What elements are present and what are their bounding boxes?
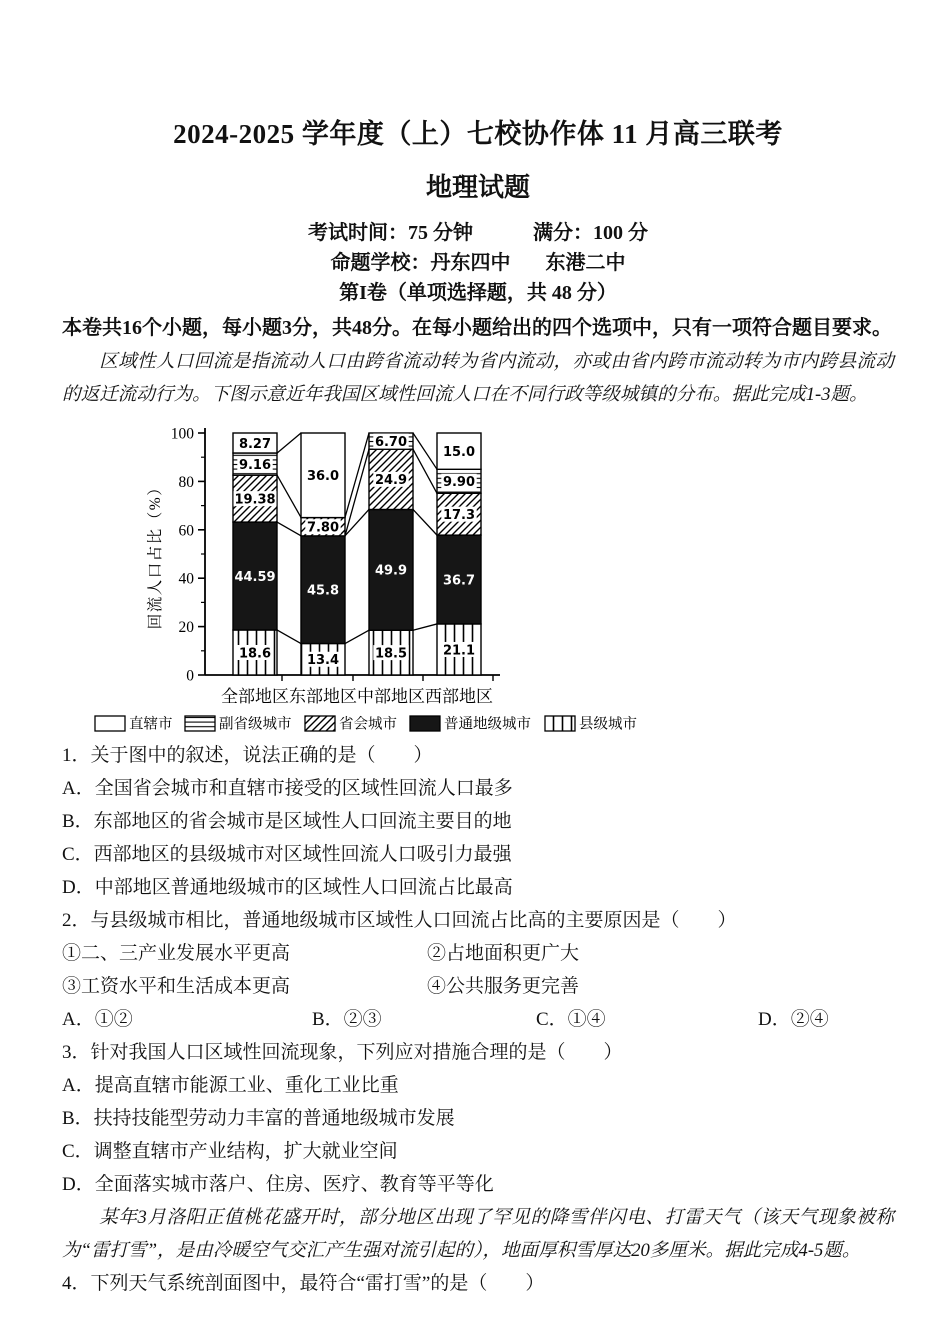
legend-swatch-white [95, 716, 125, 731]
question-4-stem: 4．下列天气系统剖面图中，最符合“雷打雪”的是（ ） [62, 1273, 545, 1294]
legend-label: 副省级城市 [219, 716, 292, 733]
legend-label: 直辖市 [129, 716, 173, 733]
category-label: 全部地区 [221, 687, 289, 706]
band-line [277, 630, 301, 644]
segment-value-label: 18.6 [238, 646, 272, 662]
question-2-stem: 2．与县级城市相比，普通地级城市区域性人口回流占比高的主要原因是（ ） [62, 910, 737, 931]
exam-instructions: 本卷共16个小题，每小题3分，共48分。在每小题给出的四个选项中，只有一项符合题目要求。 [62, 317, 892, 339]
page-subtitle: 地理试题 [425, 173, 530, 202]
y-tick-label: 60 [178, 522, 194, 540]
category-label: 西部地区 [425, 687, 493, 706]
legend-swatch-diagonal [305, 716, 335, 731]
y-tick-label: 100 [170, 425, 194, 443]
question-2-option-a: A．①② [62, 1009, 133, 1030]
band-line [413, 449, 437, 493]
question-2-subitem-2: ②占地面积更广大 [427, 943, 580, 964]
section-header: 第I卷（单项选择题，共 48 分） [339, 282, 617, 304]
school-info-row [62, 248, 894, 278]
legend-label: 县级城市 [579, 716, 637, 733]
segment-value-label: 7.80 [306, 520, 340, 536]
segment-value-label: 19.38 [234, 492, 276, 508]
second-school-label: 东港二中 [545, 252, 626, 274]
question-2-subitems-row-2 [62, 970, 894, 1003]
band-line [413, 509, 437, 535]
band-line [277, 475, 301, 517]
segment-value-label: 36.0 [306, 469, 340, 485]
legend-label: 普通地级城市 [444, 716, 531, 733]
question-1-option-c: C．西部地区的县级城市对区域性回流人口吸引力最强 [62, 844, 512, 865]
question-1-stem: 1．关于图中的叙述，说法正确的是（ ） [62, 745, 433, 766]
segment-value-label: 18.5 [374, 646, 408, 662]
y-tick-label: 20 [178, 619, 194, 637]
proposing-school-label: 命题学校：丹东四中 [330, 252, 511, 274]
segment-value-label: 9.16 [238, 457, 272, 473]
question-3 [62, 1036, 894, 1201]
segment-value-label: 49.9 [374, 563, 408, 579]
question-3-stem: 3．针对我国人口区域性回流现象，下列应对措施合理的是（ ） [62, 1042, 623, 1063]
question-1-option-d: D．中部地区普通地级城市的区域性人口回流占比最高 [62, 877, 513, 898]
question-2-subitem-4: ④公共服务更完善 [427, 976, 580, 997]
spacer [473, 218, 533, 248]
legend-swatch-hlines [185, 716, 215, 731]
category-label: 东部地区 [289, 687, 357, 706]
page-title: 2024-2025 学年度（上）七校协作体 11 月高三联考 [173, 119, 783, 149]
segment-value-label: 9.90 [442, 475, 476, 491]
y-tick-label: 40 [178, 570, 194, 588]
segment-value-label: 17.3 [442, 507, 476, 523]
legend-label: 省会城市 [339, 716, 397, 733]
question-3-option-b: B．扶持技能型劳动力丰富的普通地级城市发展 [62, 1108, 455, 1129]
exam-info-row [62, 218, 894, 248]
question-2-options-row [62, 1003, 894, 1036]
segment-value-label: 13.4 [306, 653, 340, 669]
band-line [277, 433, 301, 453]
y-tick-label: 80 [178, 473, 194, 491]
segment-value-label: 8.27 [238, 436, 272, 452]
band-line [345, 433, 369, 517]
spacer [511, 248, 546, 278]
segment-value-label: 44.59 [234, 569, 276, 585]
chart-container [60, 415, 894, 739]
question-2 [62, 904, 894, 1036]
y-tick-label: 0 [186, 667, 194, 685]
question-2-option-c: C．①④ [536, 1009, 606, 1030]
band-line [277, 522, 301, 536]
question-3-option-c: C．调整直辖市产业结构，扩大就业空间 [62, 1141, 398, 1162]
legend-swatch-vlines [545, 716, 575, 731]
chart-content [95, 426, 637, 733]
segment-value-label: 45.8 [306, 583, 340, 599]
y-axis-title: 回流人口占比（%） [147, 478, 164, 630]
population-return-stacked-bar-chart [60, 415, 660, 739]
question-2-option-d: D．②④ [758, 1009, 829, 1030]
segment-value-label: 21.1 [442, 643, 476, 659]
segment-value-label: 24.9 [374, 473, 408, 489]
question-1-option-b: B．东部地区的省会城市是区域性人口回流主要目的地 [62, 811, 512, 832]
question-3-option-a: A．提高直辖市能源工业、重化工业比重 [62, 1075, 399, 1096]
segment-value-label: 36.7 [442, 573, 476, 589]
question-1 [62, 739, 894, 904]
question-2-option-b: B．②③ [312, 1009, 382, 1030]
question-2-subitems-row-1 [62, 937, 894, 970]
segment-value-label: 6.70 [374, 434, 408, 450]
material-paragraph-1: 区域性人口回流是指流动人口由跨省流动转为省内流动，亦或由省内跨市流动转为市内跨县流动的返迁流动行为。下图示意近年我国区域性回流人口在不同行政等级城镇的分布。据此完成1-3题。 [62, 351, 894, 405]
band-line [413, 624, 437, 630]
question-2-subitem-3: ③工资水平和生活成本更高 [62, 976, 291, 997]
question-3-option-d: D．全面落实城市落户、住房、医疗、教育等平等化 [62, 1174, 494, 1195]
segment-value-label: 15.0 [442, 444, 476, 460]
question-1-option-a: A．全国省会城市和直辖市接受的区域性回流人口最多 [62, 778, 513, 799]
material-paragraph-2: 某年3月洛阳正值桃花盛开时，部分地区出现了罕见的降雪伴闪电、打雷天气（该天气现象被称为“雷打雪”，是由冷暖空气交汇产生强对流引起的），地面厚积雪厚达20多厘米。据此完成4-5题。 [62, 1207, 894, 1261]
exam-time-label: 考试时间：75 分钟 [308, 222, 473, 244]
full-score-label: 满分：100 分 [533, 222, 648, 244]
band-line [413, 433, 437, 469]
question-2-subitem-1: ①二、三产业发展水平更高 [62, 943, 291, 964]
question-4 [62, 1267, 894, 1300]
band-line [345, 630, 369, 643]
category-label: 中部地区 [357, 687, 425, 706]
legend-swatch-black [410, 716, 440, 731]
